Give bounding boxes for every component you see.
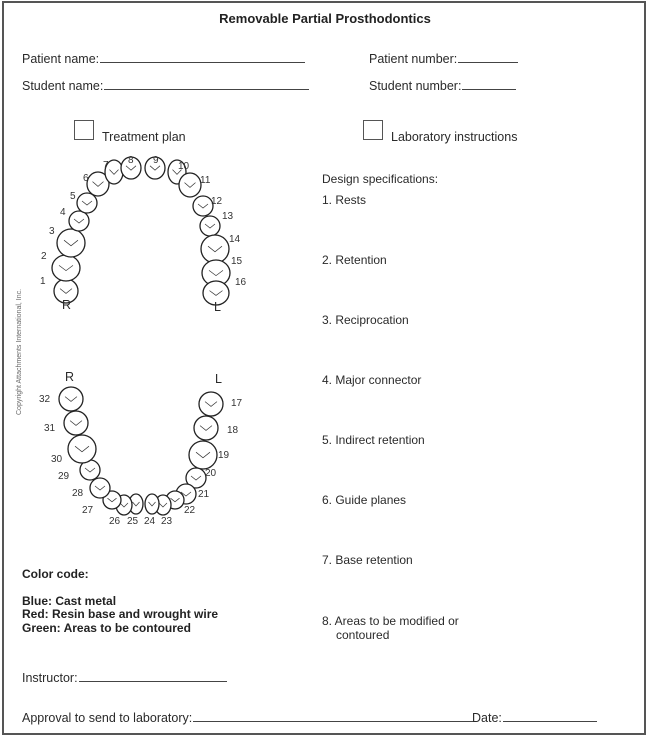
instructor-line[interactable] [79,680,227,682]
tooth-12[interactable] [193,196,213,216]
tooth-number-label: 11 [200,175,211,186]
tooth-number-label: 20 [205,468,217,479]
color-code-blue: Blue: Cast metal [22,594,117,608]
instructor-label: Instructor: [22,671,78,685]
tooth-14[interactable] [201,235,229,263]
tooth-number-label: 21 [198,489,210,500]
design-item-retention: 2. Retention [322,253,387,267]
design-item-major-connector: 4. Major connector [322,373,422,387]
tooth-number-label: 18 [227,425,239,436]
patient-name-label: Patient name: [22,52,100,66]
tooth-number-label: 15 [231,256,243,267]
design-item-guide-planes: 6. Guide planes [322,493,407,507]
tooth-32[interactable] [59,387,83,411]
tooth-number-label: 30 [51,454,63,465]
tooth-number-label: 17 [231,398,243,409]
tooth-number-label: 14 [229,234,241,245]
tooth-number-label: 1 [40,276,46,287]
patient-number-field[interactable] [369,52,518,66]
tooth-30[interactable] [68,435,96,463]
laboratory-instructions-label: Laboratory instructions [391,130,518,144]
tooth-number-label: 28 [72,488,84,499]
color-code-red: Red: Resin base and wrought wire [22,607,219,621]
tooth-3[interactable] [57,229,85,257]
tooth-17[interactable] [199,392,223,416]
tooth-number-label: 25 [127,516,139,527]
design-item-areas-modified-cont: contoured [336,628,390,642]
upper-right-side-label: R [62,298,72,312]
instructor-field[interactable] [22,671,227,685]
approval-line[interactable] [193,720,473,722]
tooth-number-label: 9 [153,155,159,166]
tooth-11[interactable] [179,173,201,197]
student-number-label: Student number: [369,79,462,93]
design-item-base-retention: 7. Base retention [322,553,413,567]
student-number-field[interactable] [369,79,516,93]
tooth-2[interactable] [52,255,80,281]
tooth-number-label: 8 [128,155,134,166]
tooth-number-label: 12 [211,196,223,207]
date-field[interactable] [472,711,597,725]
tooth-number-label: 32 [39,394,51,405]
tooth-number-label: 10 [178,161,190,172]
tooth-number-label: 31 [44,423,56,434]
lower-left-side-label: L [215,372,222,386]
tooth-number-label: 7 [103,160,109,171]
lower-right-side-label: R [65,370,75,384]
approval-field[interactable] [22,711,473,725]
tooth-number-label: 19 [218,450,230,461]
tooth-4[interactable] [69,211,89,231]
tooth-number-label: 27 [82,505,94,516]
tooth-number-label: 13 [222,211,234,222]
date-line[interactable] [503,720,597,722]
tooth-number-label: 29 [58,471,70,482]
form-title: Removable Partial Prosthodontics [219,11,431,26]
design-item-areas-modified: 8. Areas to be modified or [322,614,459,628]
date-label: Date: [472,711,502,725]
copyright-notice: Copyright Attachments International, Inc. [16,288,23,415]
tooth-number-label: 4 [60,207,66,218]
tooth-24[interactable] [145,494,159,514]
tooth-number-label: 6 [83,173,89,184]
upper-left-side-label: L [214,300,221,314]
tooth-5[interactable] [77,193,97,213]
tooth-number-label: 5 [70,191,76,202]
tooth-number-label: 26 [109,516,121,527]
tooth-number-label: 23 [161,516,173,527]
color-code-heading: Color code: [22,567,89,581]
laboratory-instructions-checkbox[interactable] [363,120,383,140]
color-code-green: Green: Areas to be contoured [22,621,191,635]
tooth-number-label: 3 [49,226,55,237]
dental-chart [0,0,330,540]
tooth-number-label: 24 [144,516,156,527]
student-number-line[interactable] [462,88,516,90]
design-specifications-heading: Design specifications: [322,172,439,186]
design-item-reciprocation: 3. Reciprocation [322,313,409,327]
tooth-number-label: 22 [184,505,196,516]
tooth-31[interactable] [64,411,88,435]
treatment-plan-label: Treatment plan [102,130,186,144]
student-name-label: Student name: [22,79,104,93]
approval-label: Approval to send to laboratory: [22,711,193,725]
tooth-13[interactable] [200,216,220,236]
tooth-number-label: 16 [235,277,247,288]
patient-number-line[interactable] [458,61,518,63]
tooth-number-label: 2 [41,251,47,262]
patient-number-label: Patient number: [369,52,458,66]
design-item-indirect-retention: 5. Indirect retention [322,433,425,447]
tooth-28[interactable] [90,478,110,498]
design-item-rests: 1. Rests [322,193,367,207]
tooth-18[interactable] [194,416,218,440]
tooth-19[interactable] [189,441,217,469]
